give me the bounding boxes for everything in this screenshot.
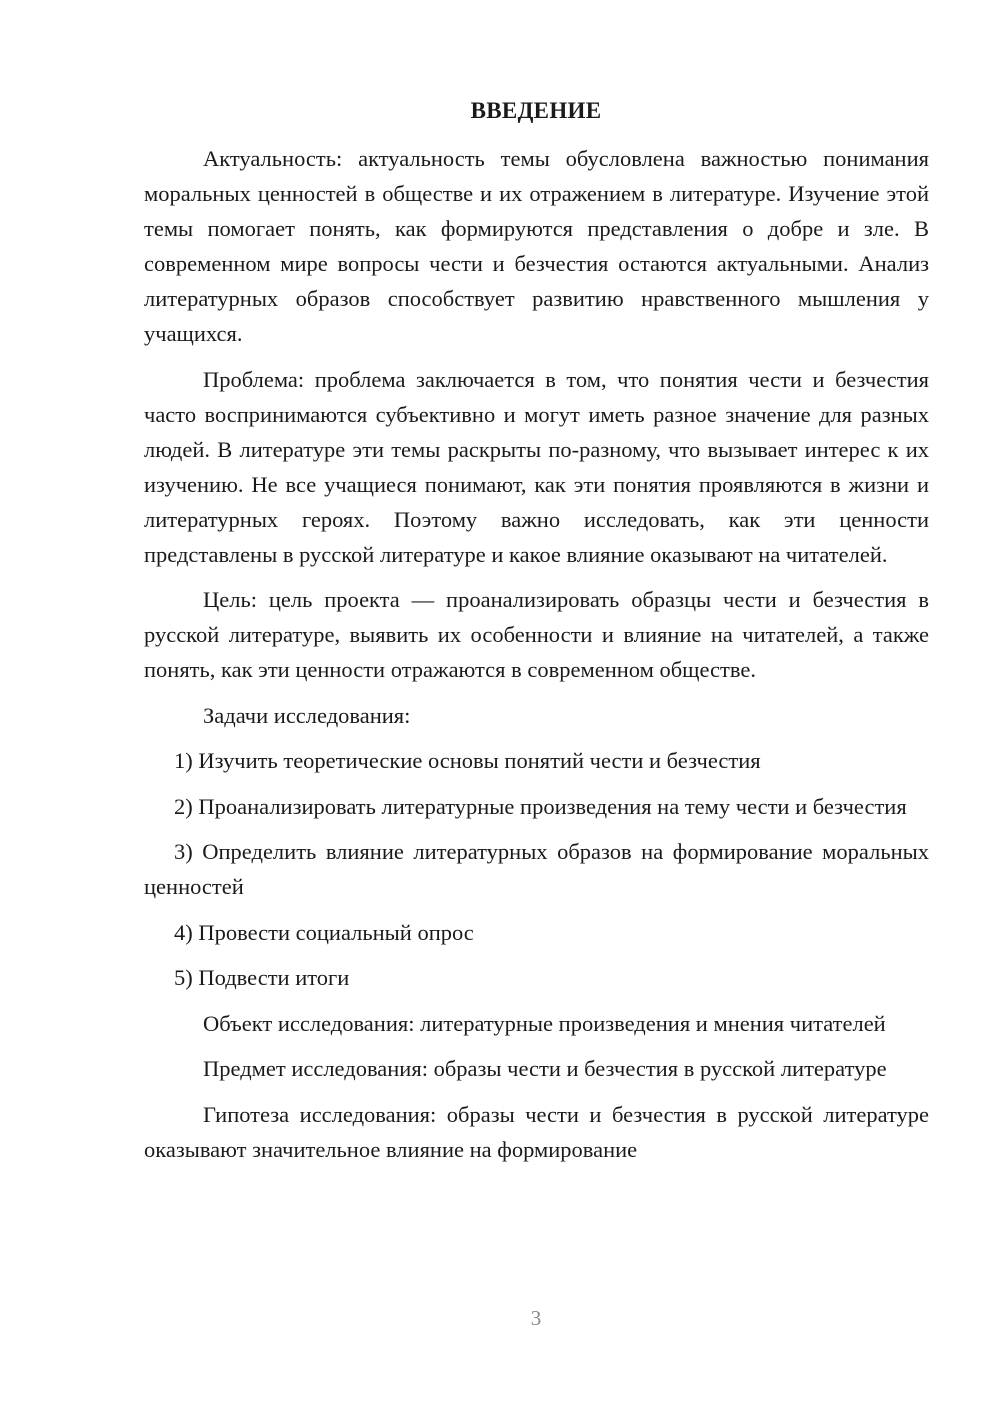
document-body <box>144 141 929 1177</box>
paragraph-problem: Проблема: проблема заключается в том, что понятия чести и безчестия часто воспринимаются субъективно и могут иметь разное значение для разных людей. В литературе эти темы раскрыты по-разному, что вызывает интерес к их изучению. Не все учащиеся понимают, как эти понятия проявляются в жизни и литературных героях. Поэтому важно исследовать, как эти ценности представлены в русской литературе и какое влияние оказывают на читателей. <box>144 366 929 567</box>
list-item: 5) Подвести итоги <box>174 965 350 990</box>
tasks-heading: Задачи исследования: <box>203 702 411 728</box>
paragraph-object: Объект исследования: литературные произведения и мнения читателей <box>203 1010 886 1036</box>
page-number: 3 <box>530 1306 542 1330</box>
paragraph-hypothesis: Гипотеза исследования: образы чести и безчестия в русской литературе оказывают значительное влияние на формирование <box>144 1101 929 1162</box>
list-item: 3) Определить влияние литературных образов на формирование моральных ценностей <box>144 839 929 899</box>
page-title: ВВЕДЕНИЕ <box>470 98 602 123</box>
list-item: 4) Провести социальный опрос <box>174 919 474 945</box>
paragraph-goal: Цель: цель проекта — проанализировать образцы чести и безчестия в русской литературе, выявить их особенности и влияние на читателей, а также понять, как эти ценности отражаются в современном обществе. <box>144 587 929 682</box>
paragraph-relevance: Актуальность: актуальность темы обусловлена важностью понимания моральных ценностей в обществе и их отражением в литературе. Изучение этой темы помогает понять, как формируются представления о добре и зле. В современном мире вопросы чести и безчестия остаются актуальными. Анализ литературных образов способствует развитию нравственного мышления у учащихся. <box>144 146 929 346</box>
paragraph-subject: Предмет исследования: образы чести и безчестия в русской литературе <box>203 1056 887 1081</box>
list-item: 1) Изучить теоретические основы понятий чести и безчестия <box>174 748 761 773</box>
list-item: 2) Проанализировать литературные произведения на тему чести и безчестия <box>174 793 907 819</box>
